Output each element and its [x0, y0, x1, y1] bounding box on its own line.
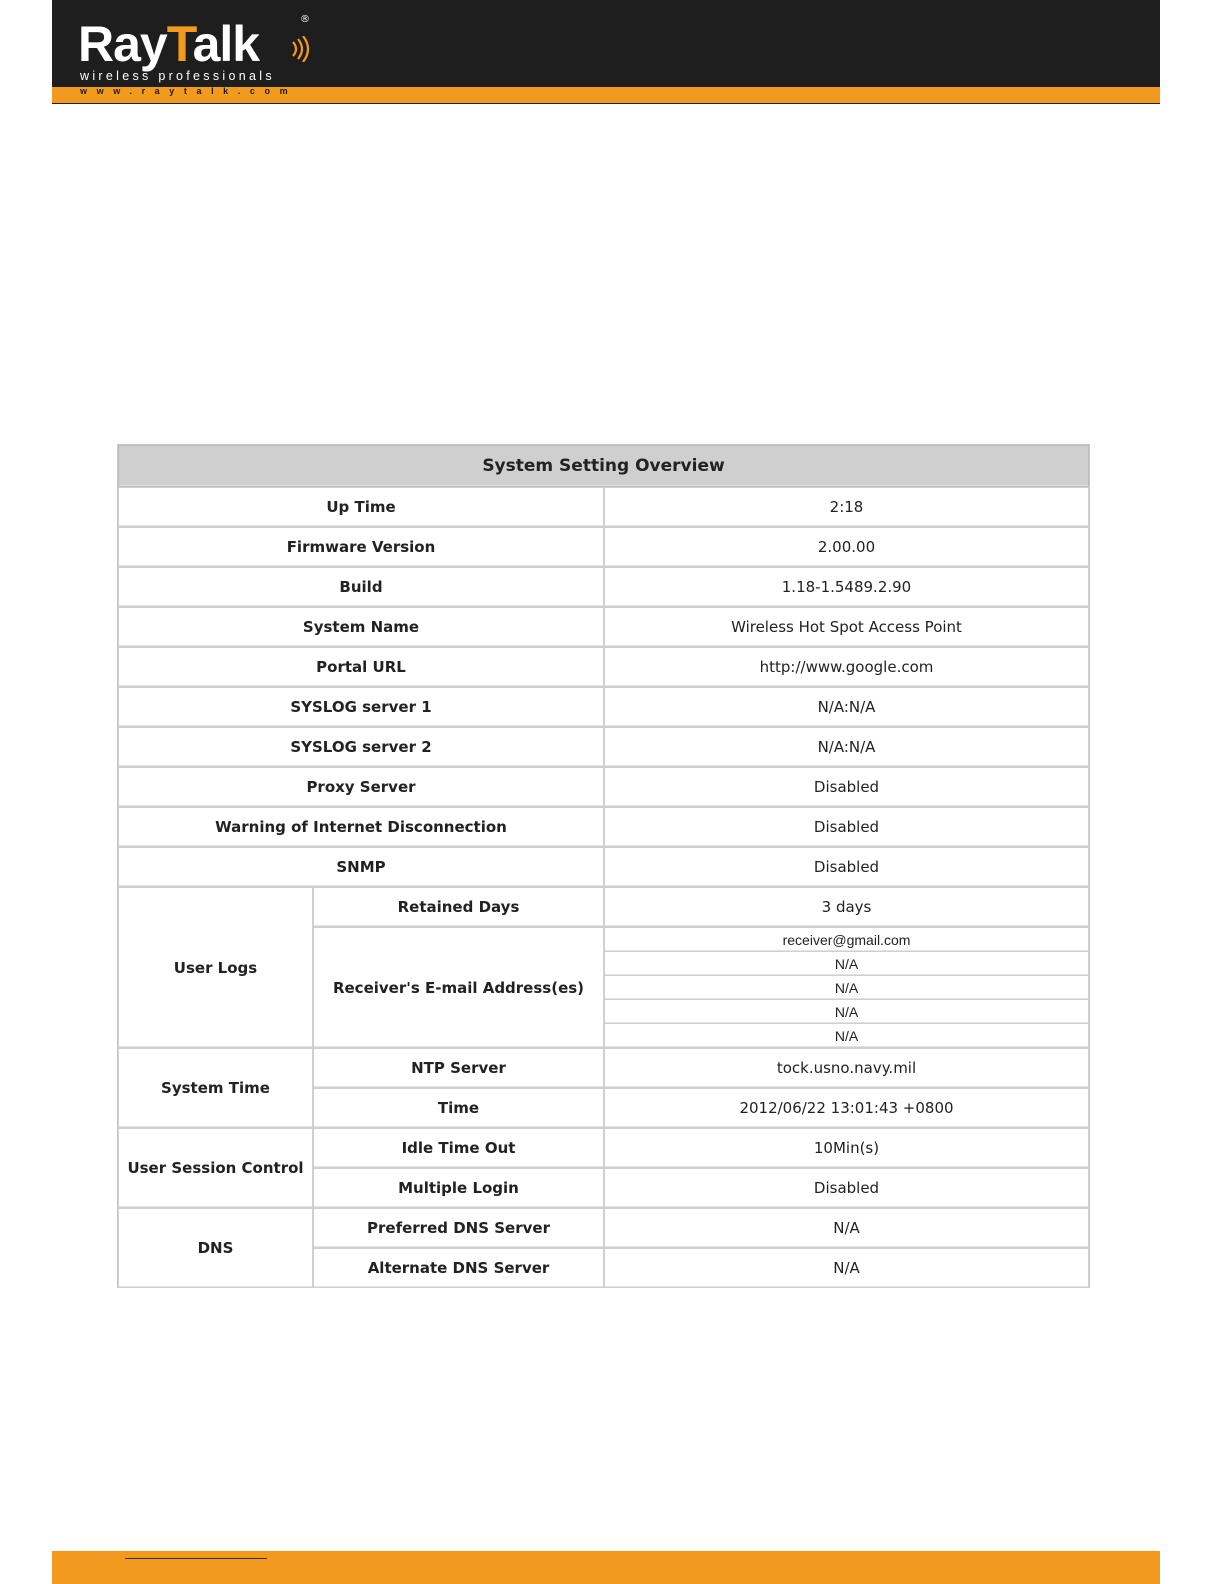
row-value: http://www.google.com	[604, 647, 1089, 687]
group-label: User Logs	[118, 887, 313, 1048]
group-item-label: Multiple Login	[313, 1168, 604, 1208]
row-label: System Name	[118, 607, 604, 647]
logo-word-part2: T	[166, 16, 193, 72]
row-label: SYSLOG server 2	[118, 727, 604, 767]
group-item-label: Time	[313, 1088, 604, 1128]
group-item-value: 10Min(s)	[604, 1128, 1089, 1168]
row-value: 1.18-1.5489.2.90	[604, 567, 1089, 607]
group-label: DNS	[118, 1208, 313, 1288]
group-item-label: Idle Time Out	[313, 1128, 604, 1168]
group-item-value: 2012/06/22 13:01:43 +0800	[604, 1088, 1089, 1128]
group-item-label: NTP Server	[313, 1048, 604, 1088]
row-value: 2.00.00	[604, 527, 1089, 567]
logo-word-part3: alk	[192, 16, 260, 72]
row-value: N/A:N/A	[604, 727, 1089, 767]
email-address-value: N/A	[604, 1023, 1089, 1048]
row-value: 2:18	[604, 487, 1089, 527]
footer-rule	[125, 1558, 267, 1559]
row-value: N/A:N/A	[604, 687, 1089, 727]
signal-waves-icon	[290, 36, 312, 62]
row-label: Up Time	[118, 487, 604, 527]
system-setting-overview-table	[117, 444, 1090, 1288]
group-item-label: Receiver's E-mail Address(es)	[313, 927, 604, 1048]
logo-url: www.raytalk.com	[80, 86, 298, 96]
row-label: Warning of Internet Disconnection	[118, 807, 604, 847]
table-title: System Setting Overview	[118, 445, 1089, 487]
email-address-value: N/A	[604, 951, 1089, 976]
row-label: Build	[118, 567, 604, 607]
logo-wordmark	[78, 14, 259, 74]
group-label: User Session Control	[118, 1128, 313, 1208]
group-item-label: Preferred DNS Server	[313, 1208, 604, 1248]
group-item-value: Disabled	[604, 1168, 1089, 1208]
group-item-value: tock.usno.navy.mil	[604, 1048, 1089, 1088]
row-value: Disabled	[604, 847, 1089, 887]
email-address-value: receiver@gmail.com	[604, 927, 1089, 952]
row-value: Wireless Hot Spot Access Point	[604, 607, 1089, 647]
email-address-value: N/A	[604, 999, 1089, 1024]
group-label: System Time	[118, 1048, 313, 1128]
raytalk-logo	[78, 14, 318, 100]
row-label: SYSLOG server 1	[118, 687, 604, 727]
row-label: Firmware Version	[118, 527, 604, 567]
email-address-value: N/A	[604, 975, 1089, 1000]
row-label: Proxy Server	[118, 767, 604, 807]
group-item-value: N/A	[604, 1208, 1089, 1248]
footer-accent-stripe	[52, 1551, 1160, 1584]
row-label: Portal URL	[118, 647, 604, 687]
registered-mark: ®	[300, 14, 310, 25]
row-value: Disabled	[604, 767, 1089, 807]
logo-word-part1: Ray	[78, 16, 167, 72]
logo-tagline: wireless professionals	[80, 69, 275, 83]
group-item-label: Alternate DNS Server	[313, 1248, 604, 1288]
group-item-label: Retained Days	[313, 887, 604, 927]
group-item-value: 3 days	[604, 887, 1089, 927]
group-item-value: N/A	[604, 1248, 1089, 1288]
row-value: Disabled	[604, 807, 1089, 847]
row-label: SNMP	[118, 847, 604, 887]
